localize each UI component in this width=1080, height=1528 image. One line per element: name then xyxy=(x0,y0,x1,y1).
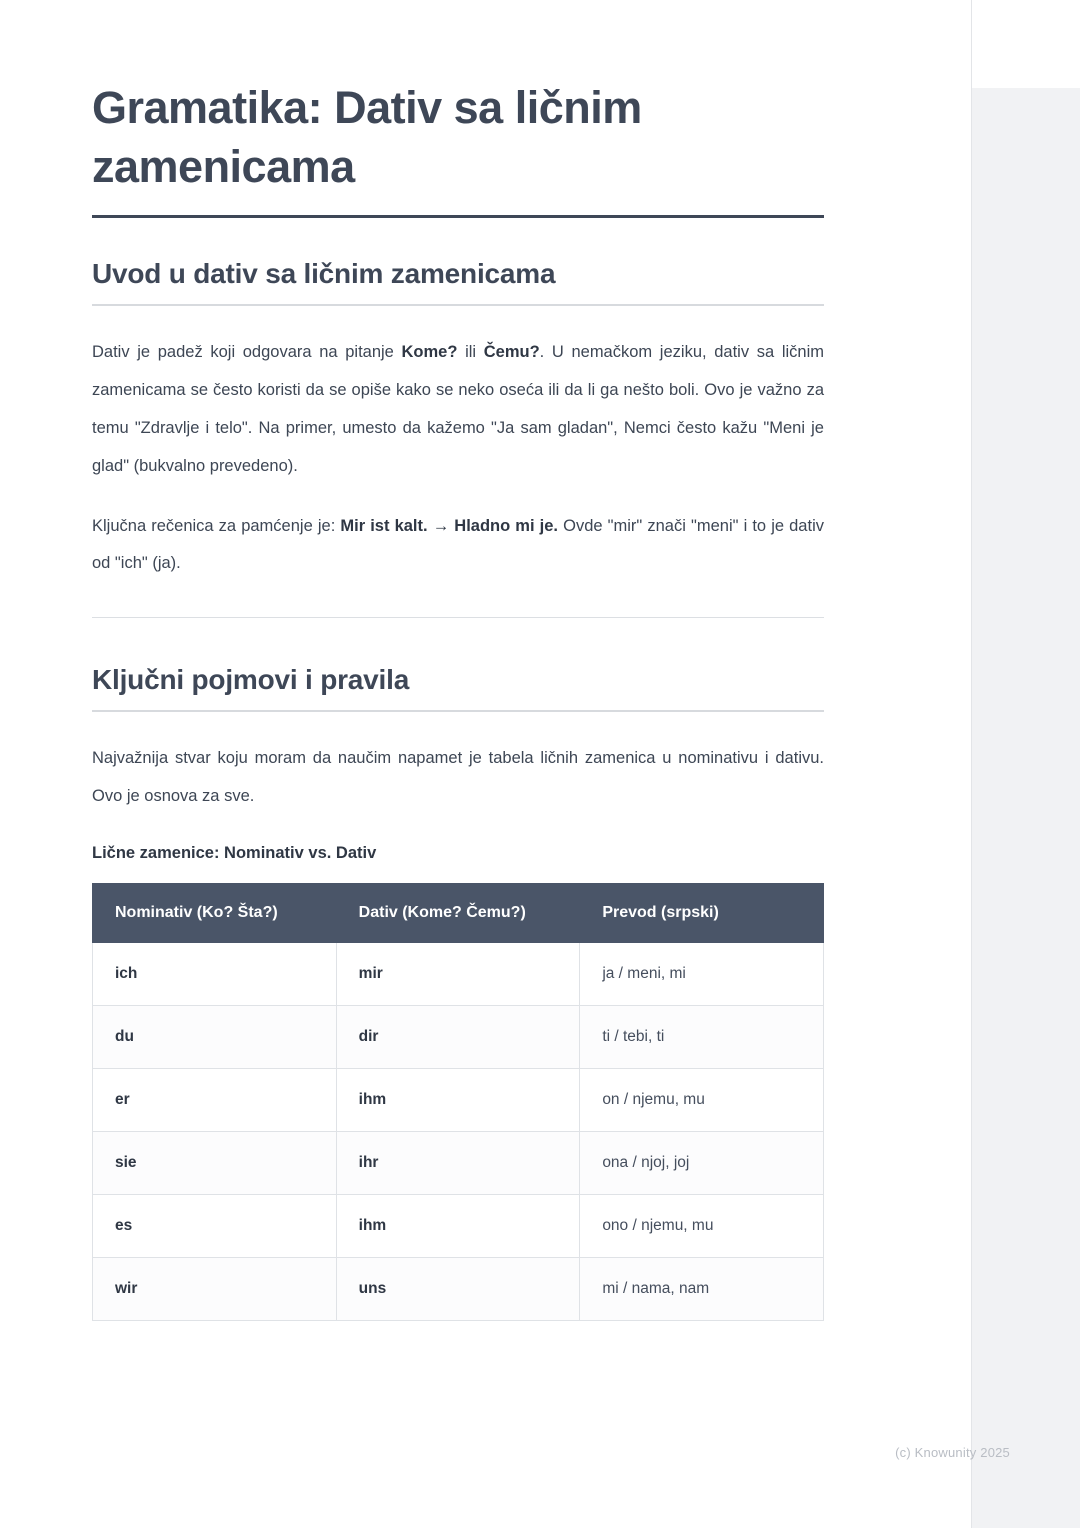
table-row xyxy=(93,1069,824,1132)
title-divider xyxy=(92,215,824,218)
intro-text-5: Ovde "mir" znači "meni" i to je dativ od "ich" (ja). xyxy=(92,516,824,573)
intro-text-2: ili xyxy=(457,342,484,361)
section-divider-key-terms xyxy=(92,710,824,712)
table-caption: Lične zamenice: Nominativ vs. Dativ xyxy=(92,844,377,863)
cell-nominativ: du xyxy=(93,1006,337,1069)
table-row xyxy=(93,1195,824,1258)
intro-bold-cemu: Čemu? xyxy=(483,342,540,361)
cell-nominativ: er xyxy=(93,1069,337,1132)
intro-paragraph-2 xyxy=(92,508,824,584)
intro-bold-key-sentence: Mir ist kalt. → Hladno mi je. xyxy=(340,516,559,535)
table-row xyxy=(93,1006,824,1069)
cell-dativ: mir xyxy=(336,943,580,1006)
section-heading-intro: Uvod u dativ sa ličnim zamenicama xyxy=(92,257,556,289)
column-header-prevod: Prevod (srpski) xyxy=(580,884,824,943)
column-header-dativ: Dativ (Kome? Čemu?) xyxy=(336,884,580,943)
table-row xyxy=(93,1132,824,1195)
cell-prevod: on / njemu, mu xyxy=(580,1069,824,1132)
copyright-watermark: (c) Knowunity 2025 xyxy=(895,1445,1010,1460)
gutter-bottom-margin xyxy=(972,0,1080,88)
page-title: Gramatika: Dativ sa ličnim zamenicama xyxy=(92,82,642,193)
intro-text-4: Ključna rečenica za pamćenje je: xyxy=(92,516,341,535)
section-heading-key-terms: Ključni pojmovi i pravila xyxy=(92,664,410,696)
cell-dativ: ihm xyxy=(336,1195,580,1258)
section-divider-intro xyxy=(92,304,824,306)
intro-bold-kome: Kome? xyxy=(401,342,458,361)
cell-prevod: ti / tebi, ti xyxy=(580,1006,824,1069)
cell-dativ: ihm xyxy=(336,1069,580,1132)
column-header-nominativ: Nominativ (Ko? Šta?) xyxy=(93,884,337,943)
page-gutter xyxy=(971,0,1080,1528)
cell-nominativ: sie xyxy=(93,1132,337,1195)
table-header-row xyxy=(93,884,824,943)
cell-prevod: mi / nama, nam xyxy=(580,1258,824,1321)
intro-paragraph-1 xyxy=(92,334,824,486)
intro-text-3: . U nemačkom jeziku, dativ sa ličnim zamenicama se često koristi da se opiše kako se neko oseća ili da li ga nešto boli. Ovo je važno za temu "Zdravlje i telo". Na primer, umesto da kažemo "Ja sam gladan", Nemci često kažu "Meni je glad" (bukvalno prevedeno). xyxy=(92,342,824,475)
cell-dativ: uns xyxy=(336,1258,580,1321)
section-separator xyxy=(92,617,824,618)
cell-prevod: ona / njoj, joj xyxy=(580,1132,824,1195)
cell-prevod: ono / njemu, mu xyxy=(580,1195,824,1258)
cell-nominativ: wir xyxy=(93,1258,337,1321)
table-row xyxy=(93,943,824,1006)
cell-nominativ: es xyxy=(93,1195,337,1258)
cell-prevod: ja / meni, mi xyxy=(580,943,824,1006)
cell-dativ: dir xyxy=(336,1006,580,1069)
cell-nominativ: ich xyxy=(93,943,337,1006)
pronoun-table xyxy=(92,883,824,1321)
key-terms-paragraph: Najvažnija stvar koju moram da naučim napamet je tabela ličnih zamenica u nominativu i dativu. Ovo je osnova za sve. xyxy=(92,749,824,806)
cell-dativ: ihr xyxy=(336,1132,580,1195)
table-row xyxy=(93,1258,824,1321)
intro-text-1: Dativ je padež koji odgovara na pitanje xyxy=(92,342,402,361)
